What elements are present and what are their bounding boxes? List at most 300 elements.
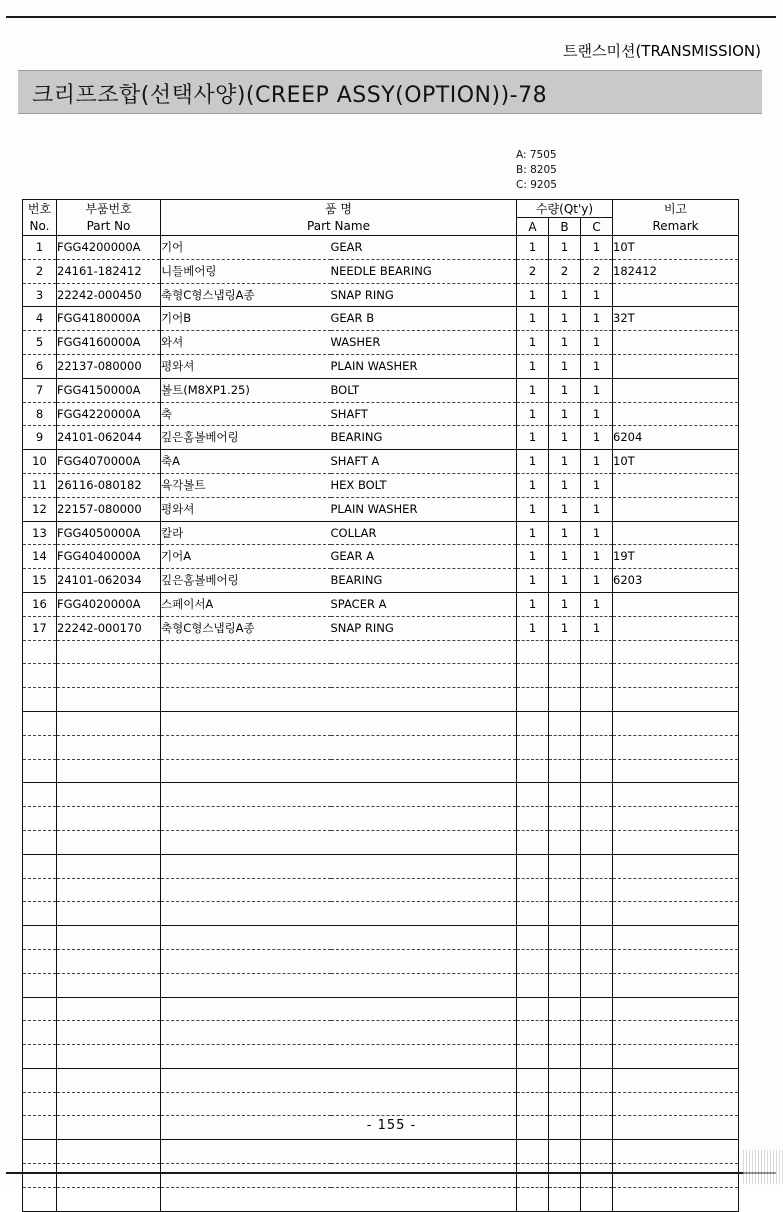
- parts-table-body: [23, 236, 739, 1212]
- header-name-en: Part Name: [161, 218, 517, 236]
- cell-empty: [549, 711, 581, 735]
- cell-qty-a: 1: [517, 236, 549, 260]
- cell-empty: [57, 640, 161, 664]
- cell-empty: [331, 949, 517, 973]
- cell-empty: [613, 1140, 739, 1164]
- cell-empty: [613, 1068, 739, 1092]
- cell-name-en: HEX BOLT: [331, 473, 517, 497]
- cell-empty: [161, 1187, 331, 1211]
- cell-name-en: WASHER: [331, 331, 517, 355]
- cell-part-no: FGG4200000A: [57, 236, 161, 260]
- cell-part-no: 24101-062034: [57, 569, 161, 593]
- cell-empty: [57, 997, 161, 1021]
- cell-empty: [549, 997, 581, 1021]
- cell-empty: [581, 926, 613, 950]
- cell-name-en: BEARING: [331, 426, 517, 450]
- cell-empty: [331, 1187, 517, 1211]
- cell-qty-b: 1: [549, 283, 581, 307]
- cell-part-no: FGG4070000A: [57, 450, 161, 474]
- cell-qty-b: 1: [549, 331, 581, 355]
- cell-empty: [549, 1164, 581, 1188]
- header-qty-group: 수량(Qt'y): [517, 200, 613, 218]
- cell-empty: [613, 664, 739, 688]
- cell-empty: [23, 711, 57, 735]
- table-row-empty: [23, 878, 739, 902]
- cell-empty: [161, 664, 331, 688]
- cell-empty: [613, 902, 739, 926]
- cell-name-en: SHAFT A: [331, 450, 517, 474]
- cell-empty: [57, 854, 161, 878]
- cell-qty-c: 1: [581, 545, 613, 569]
- cell-empty: [57, 973, 161, 997]
- section-label: 트랜스미션(TRANSMISSION): [563, 42, 761, 60]
- cell-empty: [23, 1164, 57, 1188]
- cell-empty: [331, 759, 517, 783]
- cell-empty: [57, 1021, 161, 1045]
- cell-empty: [57, 902, 161, 926]
- table-row: [23, 354, 739, 378]
- cell-empty: [581, 807, 613, 831]
- cell-qty-a: 1: [517, 569, 549, 593]
- cell-no: 7: [23, 378, 57, 402]
- cell-empty: [161, 973, 331, 997]
- cell-name-en: GEAR: [331, 236, 517, 260]
- cell-empty: [331, 1021, 517, 1045]
- cell-qty-c: 1: [581, 236, 613, 260]
- cell-empty: [549, 1068, 581, 1092]
- cell-qty-c: 1: [581, 402, 613, 426]
- cell-empty: [23, 1092, 57, 1116]
- cell-qty-b: 1: [549, 426, 581, 450]
- cell-remark: [613, 402, 739, 426]
- table-row-empty: [23, 902, 739, 926]
- cell-qty-a: 1: [517, 473, 549, 497]
- cell-empty: [517, 735, 549, 759]
- table-row-empty: [23, 807, 739, 831]
- cell-empty: [581, 664, 613, 688]
- cell-part-no: FGG4050000A: [57, 521, 161, 545]
- cell-empty: [161, 1140, 331, 1164]
- cell-name-kr: 기어B: [161, 307, 331, 331]
- cell-empty: [581, 1045, 613, 1069]
- cell-empty: [549, 878, 581, 902]
- cell-part-no: 22242-000170: [57, 616, 161, 640]
- cell-name-en: GEAR B: [331, 307, 517, 331]
- cell-empty: [161, 1164, 331, 1188]
- cell-empty: [161, 1045, 331, 1069]
- cell-part-no: FGG4180000A: [57, 307, 161, 331]
- cell-empty: [581, 1164, 613, 1188]
- cell-empty: [57, 688, 161, 712]
- cell-empty: [23, 735, 57, 759]
- cell-empty: [613, 1045, 739, 1069]
- table-row-empty: [23, 1045, 739, 1069]
- header-name-kr: 품 명: [161, 200, 517, 218]
- cell-empty: [57, 830, 161, 854]
- cell-empty: [331, 854, 517, 878]
- cell-empty: [581, 1021, 613, 1045]
- cell-empty: [613, 926, 739, 950]
- cell-empty: [581, 735, 613, 759]
- cell-qty-c: 1: [581, 569, 613, 593]
- cell-qty-b: 1: [549, 450, 581, 474]
- cell-part-no: 22242-000450: [57, 283, 161, 307]
- cell-empty: [581, 640, 613, 664]
- cell-name-kr: 기어: [161, 236, 331, 260]
- cell-name-kr: 스페이서A: [161, 592, 331, 616]
- header-partno-en: Part No: [57, 218, 161, 236]
- cell-empty: [517, 1021, 549, 1045]
- cell-empty: [57, 1140, 161, 1164]
- table-row: [23, 521, 739, 545]
- table-row-empty: [23, 1164, 739, 1188]
- table-row: [23, 236, 739, 260]
- cell-empty: [331, 688, 517, 712]
- cell-empty: [549, 783, 581, 807]
- cell-empty: [23, 973, 57, 997]
- cell-empty: [23, 830, 57, 854]
- cell-empty: [57, 926, 161, 950]
- cell-empty: [517, 783, 549, 807]
- cell-empty: [23, 1068, 57, 1092]
- cell-part-no: FGG4160000A: [57, 331, 161, 355]
- cell-empty: [161, 759, 331, 783]
- cell-empty: [613, 807, 739, 831]
- header-qty-a: A: [517, 218, 549, 236]
- variant-a: A: 7505: [516, 149, 557, 161]
- cell-qty-c: 1: [581, 307, 613, 331]
- cell-no: 10: [23, 450, 57, 474]
- cell-no: 4: [23, 307, 57, 331]
- cell-no: 14: [23, 545, 57, 569]
- cell-remark: [613, 378, 739, 402]
- cell-qty-a: 2: [517, 259, 549, 283]
- cell-empty: [517, 688, 549, 712]
- cell-remark: [613, 592, 739, 616]
- cell-empty: [549, 640, 581, 664]
- page-title-bar: [18, 70, 762, 114]
- cell-empty: [23, 902, 57, 926]
- cell-name-kr: 축A: [161, 450, 331, 474]
- cell-name-kr: 깊은홈볼베어링: [161, 569, 331, 593]
- cell-part-no: FGG4150000A: [57, 378, 161, 402]
- cell-qty-a: 1: [517, 307, 549, 331]
- cell-empty: [549, 1140, 581, 1164]
- cell-empty: [23, 783, 57, 807]
- cell-name-en: BEARING: [331, 569, 517, 593]
- cell-empty: [549, 807, 581, 831]
- cell-empty: [581, 949, 613, 973]
- bottom-border-rule: [6, 1172, 776, 1174]
- cell-empty: [331, 1164, 517, 1188]
- cell-part-no: 22157-080000: [57, 497, 161, 521]
- cell-empty: [161, 735, 331, 759]
- cell-qty-a: 1: [517, 402, 549, 426]
- table-row-empty: [23, 1187, 739, 1211]
- cell-empty: [23, 1045, 57, 1069]
- cell-empty: [23, 664, 57, 688]
- cell-empty: [581, 688, 613, 712]
- cell-empty: [581, 902, 613, 926]
- parts-table-head: [23, 200, 739, 236]
- cell-empty: [517, 807, 549, 831]
- cell-qty-c: 1: [581, 354, 613, 378]
- cell-empty: [517, 1187, 549, 1211]
- cell-qty-a: 1: [517, 592, 549, 616]
- cell-empty: [331, 973, 517, 997]
- cell-empty: [23, 1140, 57, 1164]
- cell-qty-b: 1: [549, 497, 581, 521]
- parts-table: [22, 199, 739, 1212]
- cell-empty: [517, 854, 549, 878]
- cell-empty: [161, 902, 331, 926]
- table-row: [23, 473, 739, 497]
- table-row-empty: [23, 973, 739, 997]
- table-row-empty: [23, 711, 739, 735]
- cell-empty: [331, 1045, 517, 1069]
- scan-edge-artifact: [743, 1150, 783, 1184]
- cell-remark: [613, 331, 739, 355]
- cell-empty: [23, 759, 57, 783]
- cell-empty: [549, 664, 581, 688]
- cell-empty: [331, 664, 517, 688]
- cell-qty-a: 1: [517, 283, 549, 307]
- cell-empty: [581, 783, 613, 807]
- cell-empty: [549, 735, 581, 759]
- cell-empty: [23, 1021, 57, 1045]
- cell-empty: [517, 902, 549, 926]
- cell-remark: 32T: [613, 307, 739, 331]
- cell-qty-b: 1: [549, 307, 581, 331]
- cell-empty: [613, 1187, 739, 1211]
- cell-qty-a: 1: [517, 497, 549, 521]
- header-no-kr: 번호: [23, 200, 57, 218]
- cell-empty: [613, 1021, 739, 1045]
- cell-empty: [57, 711, 161, 735]
- cell-empty: [517, 759, 549, 783]
- cell-empty: [57, 1187, 161, 1211]
- cell-empty: [331, 830, 517, 854]
- cell-qty-c: 1: [581, 450, 613, 474]
- cell-qty-b: 2: [549, 259, 581, 283]
- cell-empty: [613, 973, 739, 997]
- variant-b: B: 8205: [516, 164, 557, 176]
- cell-empty: [549, 688, 581, 712]
- table-row: [23, 307, 739, 331]
- cell-qty-c: 1: [581, 616, 613, 640]
- cell-name-kr: 축형C형스냅링A종: [161, 616, 331, 640]
- table-row: [23, 426, 739, 450]
- table-row: [23, 402, 739, 426]
- cell-empty: [57, 759, 161, 783]
- cell-empty: [57, 807, 161, 831]
- cell-no: 11: [23, 473, 57, 497]
- cell-empty: [613, 783, 739, 807]
- cell-name-en: GEAR A: [331, 545, 517, 569]
- cell-empty: [517, 1068, 549, 1092]
- table-row-empty: [23, 830, 739, 854]
- cell-qty-b: 1: [549, 378, 581, 402]
- cell-qty-b: 1: [549, 402, 581, 426]
- cell-empty: [161, 1092, 331, 1116]
- table-row-empty: [23, 926, 739, 950]
- cell-empty: [549, 759, 581, 783]
- table-row: [23, 450, 739, 474]
- cell-empty: [23, 1187, 57, 1211]
- cell-no: 8: [23, 402, 57, 426]
- cell-empty: [57, 1092, 161, 1116]
- cell-empty: [57, 878, 161, 902]
- cell-qty-c: 1: [581, 521, 613, 545]
- cell-name-en: SHAFT: [331, 402, 517, 426]
- cell-empty: [23, 926, 57, 950]
- cell-no: 9: [23, 426, 57, 450]
- cell-empty: [581, 973, 613, 997]
- cell-empty: [581, 1092, 613, 1116]
- cell-empty: [517, 949, 549, 973]
- cell-empty: [331, 640, 517, 664]
- cell-part-no: 22137-080000: [57, 354, 161, 378]
- cell-empty: [581, 1140, 613, 1164]
- cell-name-en: SNAP RING: [331, 283, 517, 307]
- cell-part-no: 24101-062044: [57, 426, 161, 450]
- cell-qty-a: 1: [517, 331, 549, 355]
- cell-empty: [517, 926, 549, 950]
- cell-qty-a: 1: [517, 378, 549, 402]
- cell-empty: [581, 854, 613, 878]
- cell-part-no: FGG4040000A: [57, 545, 161, 569]
- cell-empty: [517, 1164, 549, 1188]
- cell-empty: [23, 854, 57, 878]
- cell-no: 17: [23, 616, 57, 640]
- cell-empty: [517, 997, 549, 1021]
- cell-empty: [331, 1092, 517, 1116]
- cell-empty: [613, 854, 739, 878]
- cell-empty: [161, 926, 331, 950]
- parts-table-wrap: [22, 199, 738, 1212]
- cell-qty-c: 1: [581, 283, 613, 307]
- cell-empty: [613, 878, 739, 902]
- cell-empty: [613, 1092, 739, 1116]
- cell-empty: [161, 878, 331, 902]
- table-row-empty: [23, 783, 739, 807]
- cell-empty: [23, 640, 57, 664]
- cell-empty: [517, 878, 549, 902]
- cell-part-no: 24161-182412: [57, 259, 161, 283]
- table-row-empty: [23, 1140, 739, 1164]
- cell-remark: [613, 497, 739, 521]
- cell-name-kr: 깊은홈볼베어링: [161, 426, 331, 450]
- cell-empty: [331, 902, 517, 926]
- cell-empty: [517, 711, 549, 735]
- cell-name-en: PLAIN WASHER: [331, 497, 517, 521]
- cell-empty: [331, 735, 517, 759]
- cell-empty: [517, 664, 549, 688]
- cell-empty: [549, 926, 581, 950]
- cell-empty: [613, 949, 739, 973]
- cell-qty-c: 1: [581, 426, 613, 450]
- cell-qty-c: 1: [581, 473, 613, 497]
- table-row: [23, 497, 739, 521]
- table-row-empty: [23, 1021, 739, 1045]
- cell-empty: [57, 783, 161, 807]
- cell-empty: [581, 997, 613, 1021]
- cell-qty-a: 1: [517, 426, 549, 450]
- cell-empty: [161, 640, 331, 664]
- cell-name-kr: 육각볼트: [161, 473, 331, 497]
- table-row: [23, 569, 739, 593]
- cell-empty: [517, 640, 549, 664]
- table-row: [23, 331, 739, 355]
- cell-empty: [613, 759, 739, 783]
- cell-empty: [517, 1045, 549, 1069]
- cell-part-no: FGG4020000A: [57, 592, 161, 616]
- table-row: [23, 259, 739, 283]
- cell-empty: [161, 1068, 331, 1092]
- cell-empty: [613, 711, 739, 735]
- cell-remark: [613, 283, 739, 307]
- cell-empty: [57, 735, 161, 759]
- cell-name-kr: 와셔: [161, 331, 331, 355]
- cell-name-kr: 기어A: [161, 545, 331, 569]
- cell-name-kr: 볼트(M8XP1.25): [161, 378, 331, 402]
- cell-empty: [57, 664, 161, 688]
- cell-no: 6: [23, 354, 57, 378]
- cell-qty-a: 1: [517, 616, 549, 640]
- cell-empty: [613, 735, 739, 759]
- cell-qty-a: 1: [517, 354, 549, 378]
- cell-remark: 10T: [613, 450, 739, 474]
- table-row-empty: [23, 664, 739, 688]
- cell-empty: [581, 878, 613, 902]
- cell-empty: [613, 997, 739, 1021]
- cell-empty: [23, 997, 57, 1021]
- cell-part-no: FGG4220000A: [57, 402, 161, 426]
- cell-qty-b: 1: [549, 592, 581, 616]
- cell-empty: [23, 807, 57, 831]
- cell-empty: [161, 997, 331, 1021]
- cell-empty: [161, 783, 331, 807]
- cell-remark: 19T: [613, 545, 739, 569]
- cell-qty-b: 1: [549, 569, 581, 593]
- table-row-empty: [23, 759, 739, 783]
- cell-empty: [331, 783, 517, 807]
- page-number: - 155 -: [366, 1118, 417, 1133]
- cell-qty-a: 1: [517, 521, 549, 545]
- cell-empty: [161, 949, 331, 973]
- cell-name-kr: 축형C형스냅링A종: [161, 283, 331, 307]
- cell-empty: [581, 759, 613, 783]
- cell-empty: [57, 1068, 161, 1092]
- header-remark-kr: 비고: [613, 200, 739, 218]
- cell-no: 16: [23, 592, 57, 616]
- cell-empty: [517, 973, 549, 997]
- cell-remark: [613, 616, 739, 640]
- cell-qty-c: 1: [581, 331, 613, 355]
- cell-empty: [549, 902, 581, 926]
- cell-empty: [581, 1187, 613, 1211]
- cell-empty: [23, 688, 57, 712]
- cell-empty: [549, 1021, 581, 1045]
- cell-remark: 182412: [613, 259, 739, 283]
- cell-empty: [161, 688, 331, 712]
- table-row-empty: [23, 688, 739, 712]
- cell-empty: [549, 973, 581, 997]
- cell-empty: [613, 1164, 739, 1188]
- table-row-empty: [23, 1092, 739, 1116]
- top-border-rule: [6, 16, 776, 18]
- cell-empty: [57, 1045, 161, 1069]
